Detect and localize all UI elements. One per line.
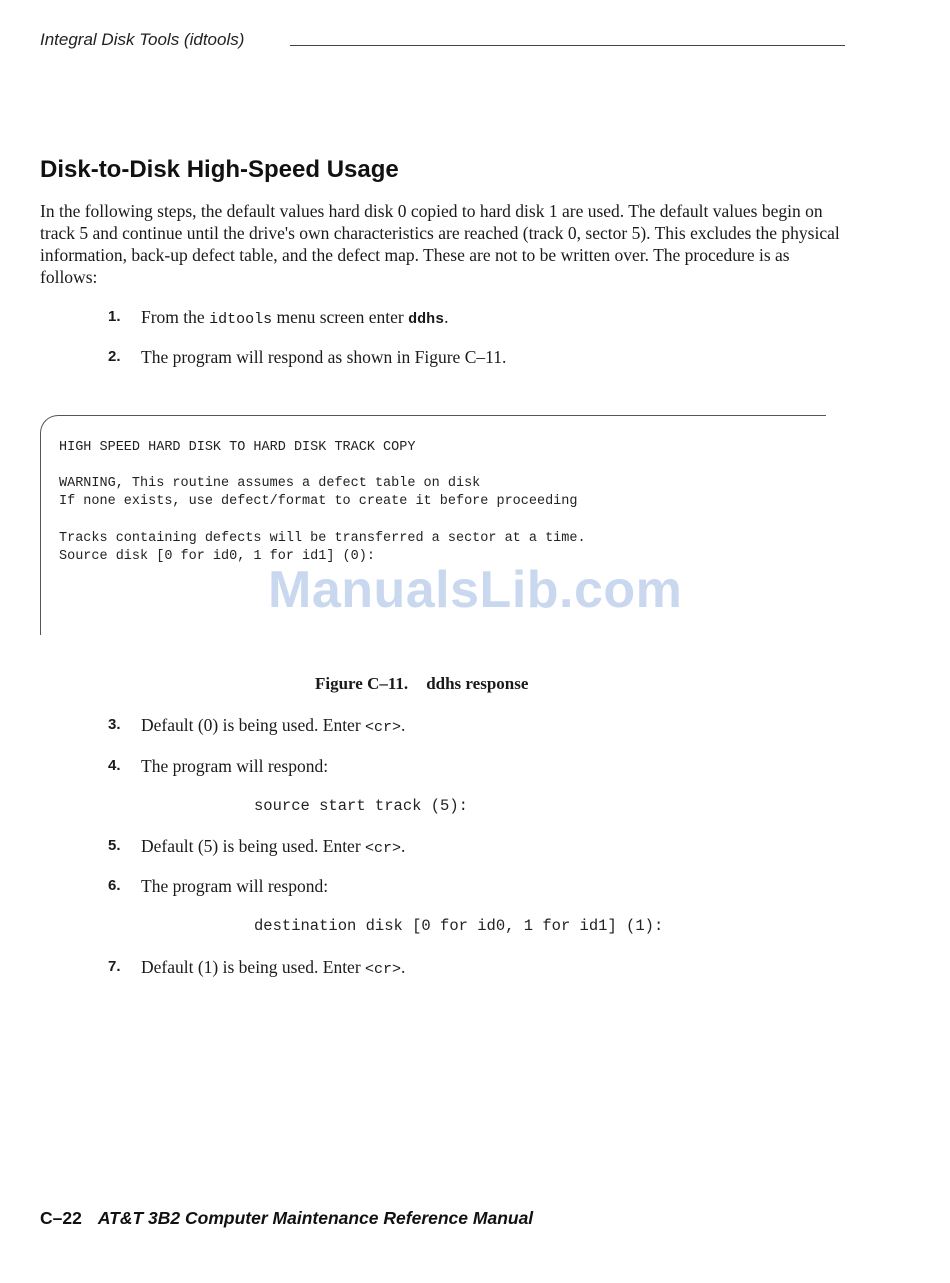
step-text: [141, 714, 405, 739]
intro-paragraph: In the following steps, the default values hard disk 0 copied to hard disk 1 are used. The default values begin on track 5 and continue until the drive's own characteristics are reached (track 0, sector 5). This excludes the physical information, back-up defect table, and the defect map. These are not to be written over. The procedure is as follows:: [40, 201, 840, 287]
step-number: 2.: [108, 348, 121, 365]
manual-title: AT&T 3B2 Computer Maintenance Reference Manual: [97, 1208, 534, 1228]
step-text-part: .: [401, 957, 406, 977]
response-dest-prompt: destination disk [0 for id0, 1 for id1] (1):: [254, 917, 664, 935]
inline-code: <cr>: [365, 840, 402, 857]
watermark-text: ManualsLib.com: [268, 561, 683, 619]
step-text-part: menu screen enter: [272, 307, 409, 327]
step-text-part: Default (5) is being used. Enter: [141, 836, 366, 856]
screen-line: Tracks containing defects will be transferred a sector at a time.: [59, 531, 586, 546]
step-text-part: .: [401, 836, 406, 856]
screen-line: HIGH SPEED HARD DISK TO HARD DISK TRACK COPY: [59, 440, 416, 455]
page-number: C–22: [40, 1208, 82, 1228]
step-text: The program will respond as shown in Figure C–11.: [141, 347, 507, 367]
header-rule: [290, 45, 845, 46]
step-text-part: .: [401, 715, 406, 735]
step-number: 4.: [108, 757, 121, 774]
step-text: [141, 835, 405, 860]
step-number: 5.: [108, 837, 121, 854]
step-number: 6.: [108, 877, 121, 894]
inline-code: <cr>: [365, 961, 402, 978]
screen-line: Source disk [0 for id0, 1 for id1] (0):: [59, 549, 375, 564]
screen-line: If none exists, use defect/format to create it before proceeding: [59, 494, 578, 509]
step-text: The program will respond:: [141, 756, 329, 776]
step-number: 1.: [108, 308, 121, 325]
inline-code: <cr>: [365, 719, 402, 736]
step-number: 7.: [108, 958, 121, 975]
page-footer: [40, 1208, 533, 1229]
figure-border-corner: [40, 415, 58, 433]
figure-border-top: [58, 415, 826, 416]
figure-caption: [315, 674, 528, 694]
caption-label: Figure C–11.: [315, 674, 409, 693]
inline-code: ddhs: [408, 311, 445, 328]
caption-name: ddhs response: [426, 674, 529, 693]
step-text-part: From the: [141, 307, 210, 327]
figure-border-left: [40, 433, 41, 635]
running-header-title: Integral Disk Tools (idtools): [40, 30, 245, 49]
inline-code: idtools: [209, 311, 273, 328]
step-text-part: Default (0) is being used. Enter: [141, 715, 366, 735]
response-track-prompt: source start track (5):: [254, 797, 468, 815]
step-text: [141, 306, 449, 331]
step-number: 3.: [108, 716, 121, 733]
section-title: Disk-to-Disk High-Speed Usage: [40, 156, 399, 183]
step-text-part: Default (1) is being used. Enter: [141, 957, 366, 977]
step-text: The program will respond:: [141, 876, 329, 896]
step-text-part: .: [444, 307, 449, 327]
screen-line: WARNING, This routine assumes a defect table on disk: [59, 476, 481, 491]
step-text: [141, 956, 405, 981]
